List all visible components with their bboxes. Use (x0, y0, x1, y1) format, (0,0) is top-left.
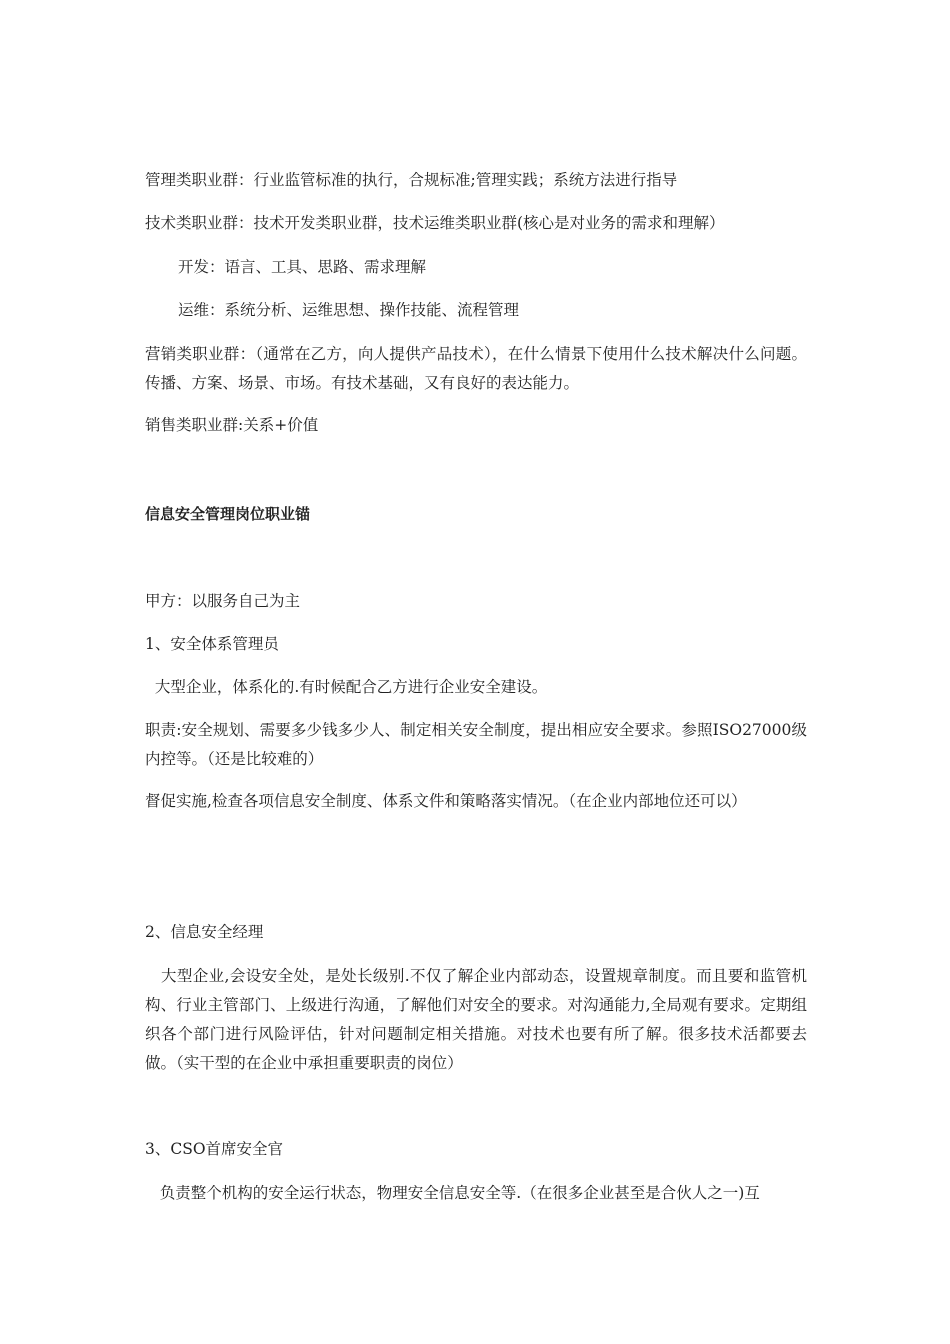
paragraph-item-3-desc: 负责整个机构的安全运行状态，物理安全信息安全等.（在很多企业甚至是合伙人之一)互 (145, 1184, 760, 1202)
section-heading: 信息安全管理岗位职业锚 (145, 505, 311, 523)
item-heading-1: 1、安全体系管理员 (145, 635, 279, 653)
paragraph-management-group: 管理类职业群：行业监管标准的执行，合规标准;管理实践；系统方法进行指导 (145, 171, 678, 189)
item-heading-2: 2、信息安全经理 (145, 923, 264, 941)
paragraph-sales-group: 销售类职业群:关系+价值 (145, 416, 319, 434)
paragraph-item-1-supervise: 督促实施,检查各项信息安全制度、体系文件和策略落实情况。（在企业内部地位还可以） (145, 792, 747, 810)
paragraph-marketing-group: 营销类职业群：（通常在乙方，向人提供产品技术），在什么情景下使用什么技术解决什么问题。传播、方案、场景、市场。有技术基础，又有良好的表达能力。 (145, 345, 807, 392)
paragraph-ops: 运维：系统分析、运维思想、操作技能、流程管理 (178, 301, 520, 319)
paragraph-item-1-desc: 大型企业，体系化的.有时候配合乙方进行企业安全建设。 (145, 678, 548, 696)
item-heading-3: 3、CSO首席安全官 (145, 1140, 284, 1158)
paragraph-tech-group: 技术类职业群：技术开发类职业群，技术运维类职业群(核心是对业务的需求和理解） (145, 214, 725, 232)
paragraph-dev: 开发：语言、工具、思路、需求理解 (178, 258, 427, 276)
paragraph-item-1-duty: 职责:安全规划、需要多少钱多少人、制定相关安全制度，提出相应安全要求。参照ISO27000级内控等。（还是比较难的） (145, 721, 807, 768)
paragraph-item-2-desc: 大型企业,会设安全处，是处长级别.不仅了解企业内部动态，设置规章制度。而且要和监管机构、行业主管部门、上级进行沟通，了解他们对安全的要求。对沟通能力,全局观有要求。定期组织各个部门进行风险评估，针对问题制定相关措施。对技术也要有所了解。很多技术活都要去做。（实干型的在企业中承担重要职责的岗位） (145, 967, 808, 1072)
paragraph-party-a: 甲方：以服务自己为主 (145, 592, 301, 610)
